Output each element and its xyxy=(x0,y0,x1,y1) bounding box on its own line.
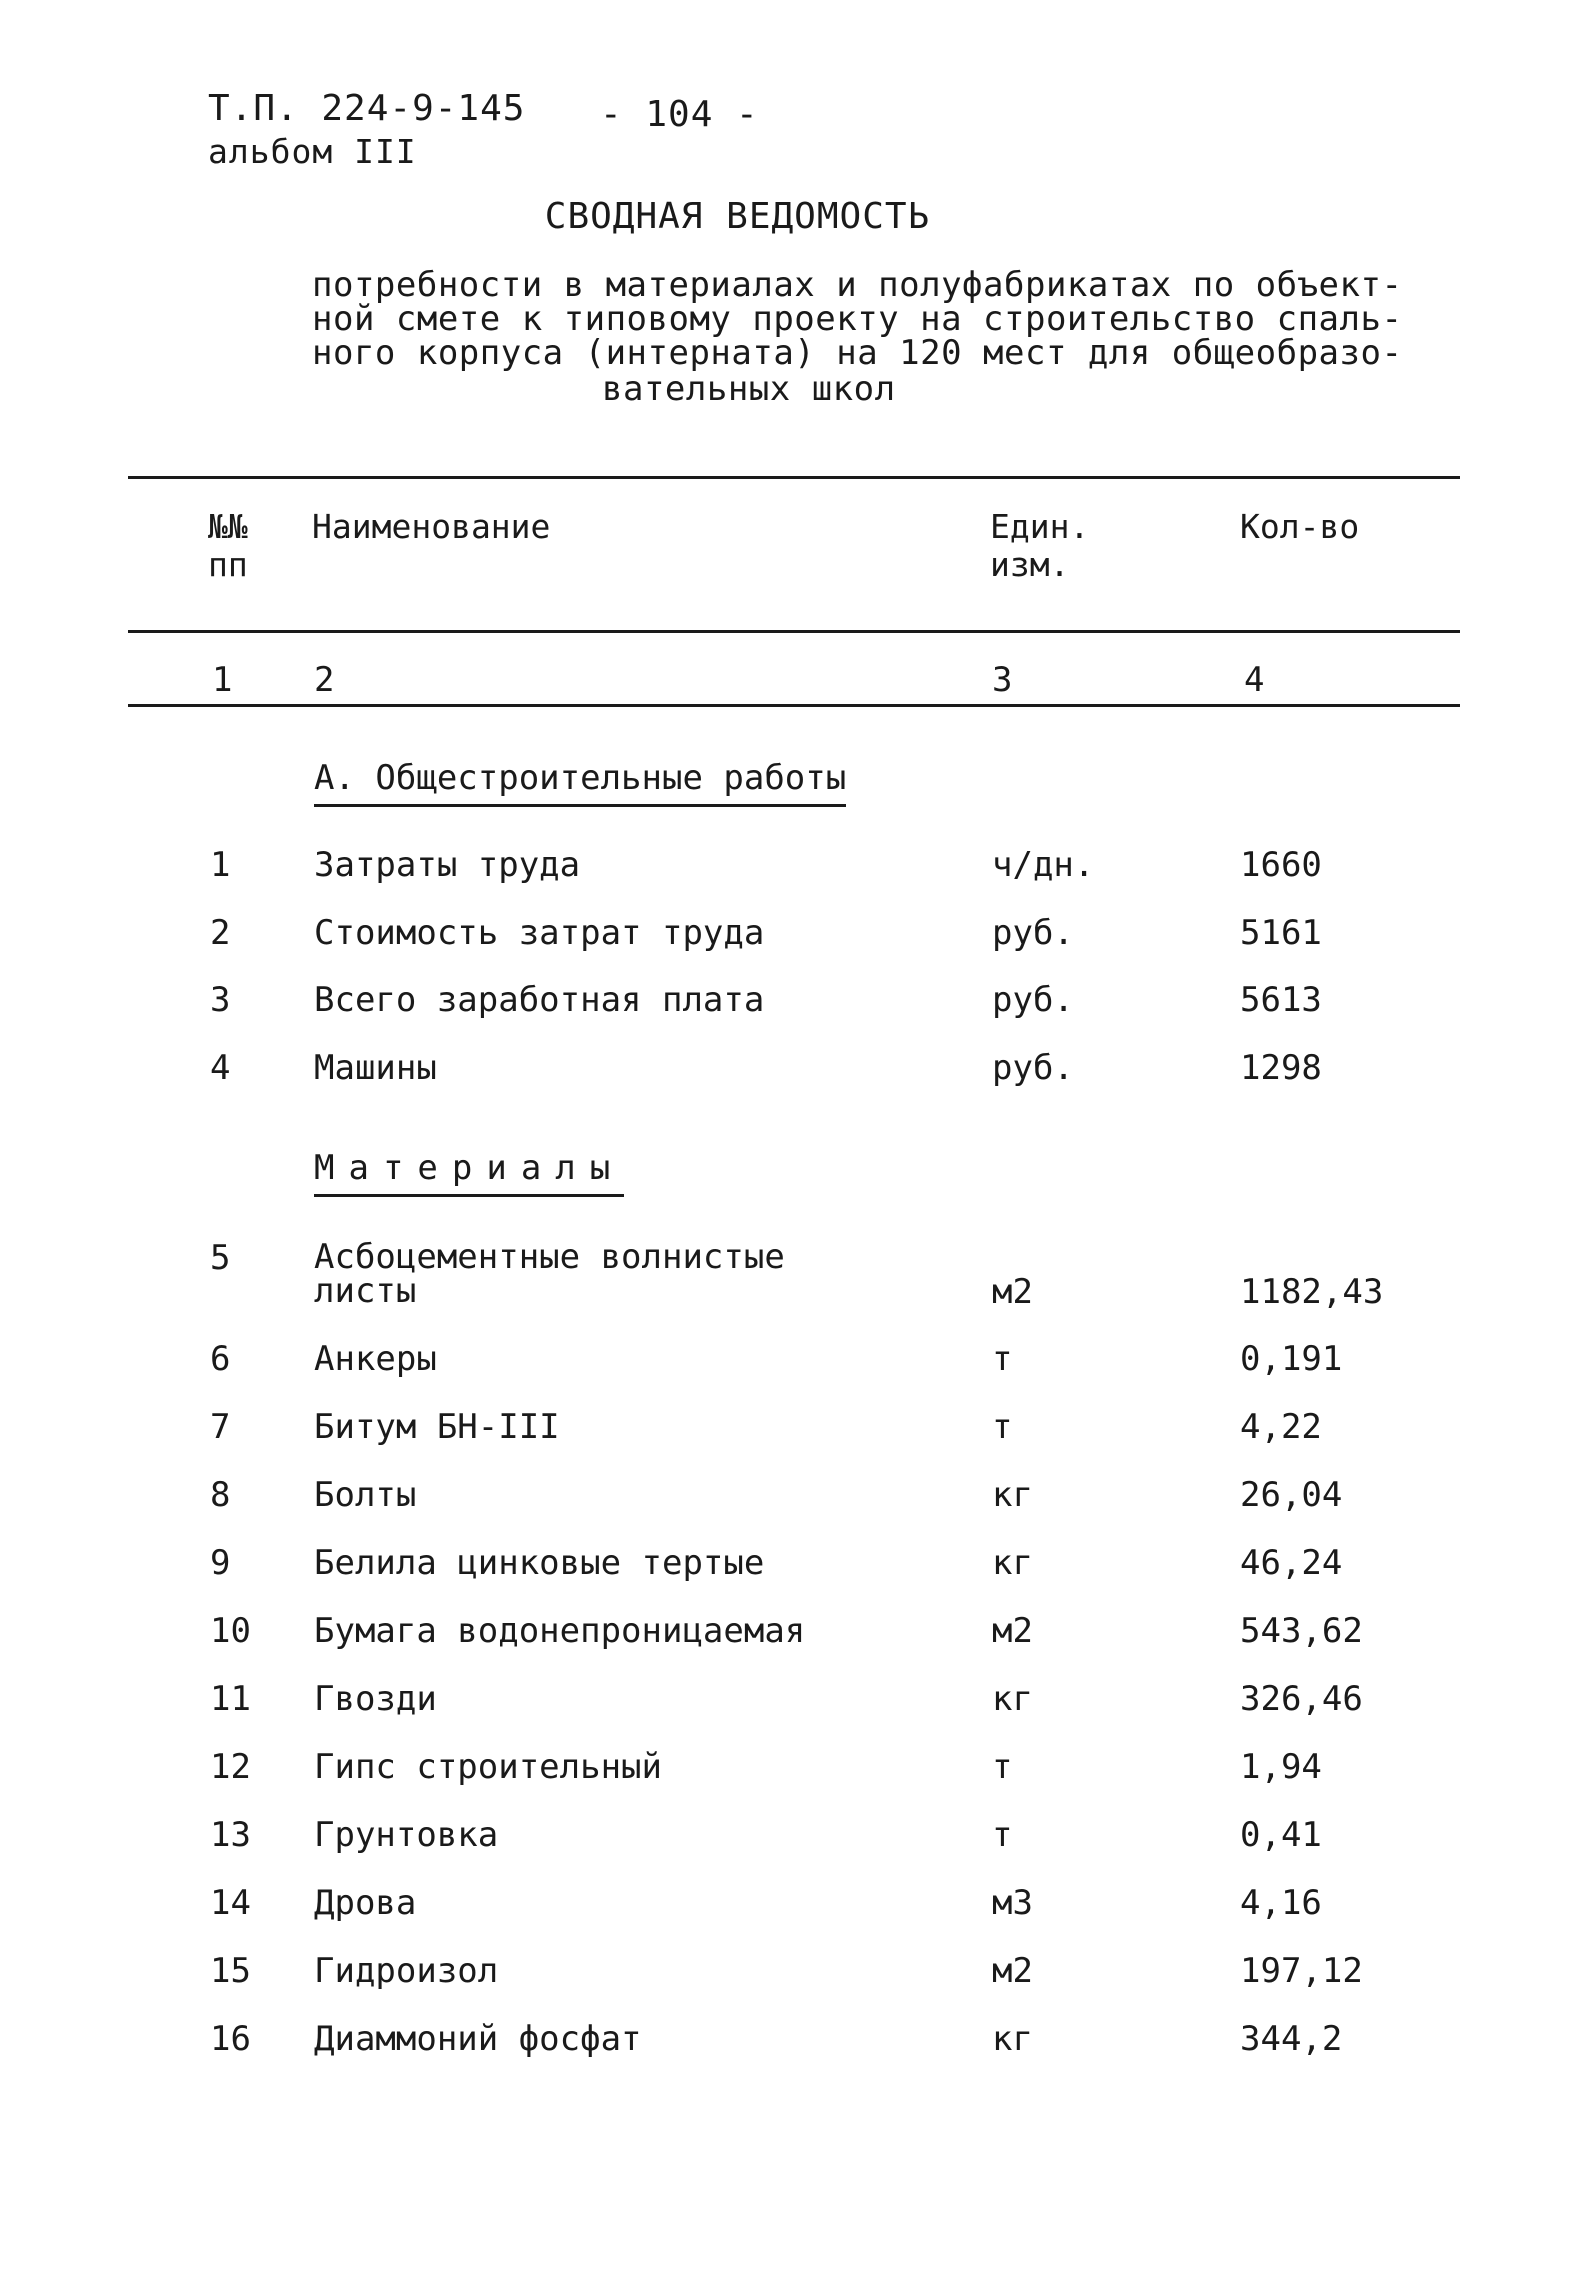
row-unit: м2 xyxy=(992,1611,1033,1651)
row-unit: руб. xyxy=(992,1047,1074,1088)
row-number: 7 xyxy=(210,1407,231,1447)
row-qty: 326,46 xyxy=(1240,1679,1363,1719)
row-name: Битум БН-III xyxy=(314,1407,560,1447)
row-name: Дрова xyxy=(314,1883,417,1923)
row-number: 3 xyxy=(210,980,231,1020)
row-name: Стоимость затрат труда xyxy=(314,912,765,953)
row-unit: ч/дн. xyxy=(992,845,1095,885)
row-unit: руб. xyxy=(992,980,1074,1020)
column-numbers-rule xyxy=(128,704,1460,707)
intro-line-4: вательных школ xyxy=(602,369,896,409)
row-number: 15 xyxy=(210,1951,251,1991)
table-top-rule xyxy=(128,476,1460,479)
row-name: Болты xyxy=(314,1475,417,1515)
row-name: Всего заработная плата xyxy=(314,980,765,1020)
row-qty: 1,94 xyxy=(1240,1747,1322,1787)
row-number: 14 xyxy=(210,1883,251,1923)
intro-line-3: ного корпуса (интерната) на 120 мест для общеобразо- xyxy=(312,333,1403,373)
row-name: Гипс строительный xyxy=(314,1747,662,1787)
row-unit: кг xyxy=(992,1543,1033,1583)
album-label: альбом III xyxy=(208,132,417,171)
col-number-4: 4 xyxy=(1244,660,1265,700)
row-qty: 5161 xyxy=(1240,912,1322,953)
row-number: 13 xyxy=(210,1815,251,1855)
row-number: 2 xyxy=(210,912,231,953)
intro-line-2: ной смете к типовому проекту на строительство спаль- xyxy=(312,299,1403,339)
row-name: Грунтовка xyxy=(314,1815,499,1855)
row-name: Гвозди xyxy=(314,1679,437,1719)
row-name: Асбоцементные волнистые листы xyxy=(314,1237,785,1311)
row-unit: т xyxy=(992,1815,1013,1855)
header-divider-rule xyxy=(128,630,1460,633)
row-qty: 0,191 xyxy=(1240,1339,1343,1379)
row-name: Бумага водонепроницаемая xyxy=(314,1611,806,1651)
row-number: 1 xyxy=(210,845,231,885)
materials-heading: Материалы xyxy=(314,1148,624,1197)
row-name: Анкеры xyxy=(314,1339,437,1379)
row-unit: м2 xyxy=(992,1272,1033,1312)
row-qty: 4,22 xyxy=(1240,1407,1322,1447)
row-unit: т xyxy=(992,1407,1013,1447)
row-unit: кг xyxy=(992,2019,1033,2059)
row-number: 4 xyxy=(210,1047,231,1088)
row-name: Машины xyxy=(314,1047,437,1088)
row-unit: кг xyxy=(992,1679,1033,1719)
header-unit: Един. изм. xyxy=(990,507,1090,584)
row-unit: м2 xyxy=(992,1951,1033,1991)
row-unit: т xyxy=(992,1747,1013,1787)
col-number-3: 3 xyxy=(992,660,1013,700)
row-unit: м3 xyxy=(992,1883,1033,1923)
header-name: Наименование xyxy=(312,507,551,546)
row-number: 8 xyxy=(210,1475,231,1515)
row-number: 10 xyxy=(210,1611,251,1651)
col-number-2: 2 xyxy=(314,660,335,700)
row-qty: 1182,43 xyxy=(1240,1272,1384,1312)
document-code: Т.П. 224-9-145 xyxy=(208,88,526,129)
intro-line-1: потребности в материалах и полуфабрикатах по объект- xyxy=(312,265,1403,305)
row-number: 16 xyxy=(210,2019,251,2059)
row-qty: 197,12 xyxy=(1240,1951,1363,1991)
page-number: - 104 - xyxy=(600,94,759,135)
row-unit: кг xyxy=(992,1475,1033,1515)
header-num: №№ пп xyxy=(208,507,248,584)
row-name: Гидроизол xyxy=(314,1951,499,1991)
row-name: Белила цинковые тертые xyxy=(314,1543,765,1583)
document-title: СВОДНАЯ ВЕДОМОСТЬ xyxy=(544,196,931,237)
row-qty: 344,2 xyxy=(1240,2019,1343,2059)
row-qty: 0,41 xyxy=(1240,1815,1322,1855)
row-qty: 5613 xyxy=(1240,980,1322,1020)
row-qty: 26,04 xyxy=(1240,1475,1343,1515)
row-number: 6 xyxy=(210,1339,231,1379)
row-name: Затраты труда xyxy=(314,845,581,885)
row-number: 12 xyxy=(210,1747,251,1787)
col-number-1: 1 xyxy=(212,660,233,700)
row-qty: 543,62 xyxy=(1240,1611,1363,1651)
row-qty: 4,16 xyxy=(1240,1883,1322,1923)
header-qty: Кол-во xyxy=(1240,507,1360,546)
row-number: 9 xyxy=(210,1543,231,1583)
row-qty: 46,24 xyxy=(1240,1543,1343,1583)
row-qty: 1298 xyxy=(1240,1047,1322,1088)
row-unit: т xyxy=(992,1339,1013,1379)
section-heading: А. Общестроительные работы xyxy=(314,758,846,807)
row-unit: руб. xyxy=(992,912,1074,953)
row-qty: 1660 xyxy=(1240,845,1322,885)
row-name: Диаммоний фосфат xyxy=(314,2019,642,2059)
row-number: 11 xyxy=(210,1679,251,1719)
row-number: 5 xyxy=(210,1238,231,1278)
